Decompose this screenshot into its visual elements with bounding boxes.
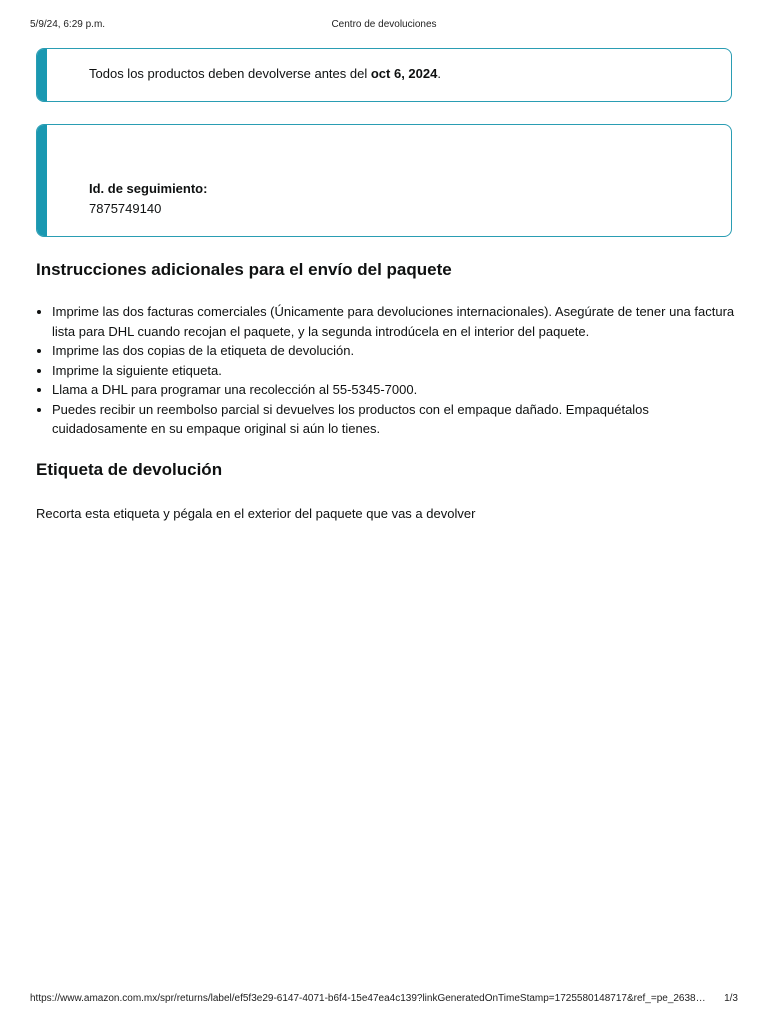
return-deadline-alert xyxy=(36,48,732,102)
page-number: 1/3 xyxy=(724,993,738,1004)
tracking-id-label: Id. de seguimiento: xyxy=(89,181,208,196)
page-url: https://www.amazon.com.mx/spr/returns/label/ef5f3e29-6147-4071-b6f4-15e47ea4c139?linkGeneratedOnTimeStamp=1725580148717&ref_=pe_2638… xyxy=(30,993,706,1004)
list-item: • Puedes recibir un reembolso parcial si devuelves los productos con el empaque dañado. Empaquétalos cuidadosamente en su empaque original si aún lo tienes. xyxy=(52,400,742,439)
tracking-id-value: 7875749140 xyxy=(89,201,162,216)
list-item: • Imprime las dos copias de la etiqueta de devolución. xyxy=(52,341,742,361)
print-title: Centro de devoluciones xyxy=(331,19,437,30)
print-header xyxy=(30,19,738,33)
deadline-date: oct 6, 2024 xyxy=(370,66,438,81)
cut-label-instructions: Recorta esta etiqueta y pégala en el exterior del paquete que vas a devolver xyxy=(36,506,476,521)
alert-accent-stripe xyxy=(37,49,47,101)
deadline-period: . xyxy=(437,66,441,81)
list-item: • Imprime la siguiente etiqueta. xyxy=(52,361,742,381)
tracking-accent-stripe xyxy=(37,125,47,236)
return-label-heading: Etiqueta de devolución xyxy=(36,460,223,479)
instructions-list xyxy=(36,302,742,439)
print-date: 5/9/24, 6:29 p.m. xyxy=(30,19,106,30)
deadline-message xyxy=(89,66,441,81)
print-footer xyxy=(30,993,738,1007)
list-item: • Imprime las dos facturas comerciales (Únicamente para devoluciones internacionales). Asegúrate de tener una factura lista para DHL cuando recojan el paquete, y la segunda introdúcela en el interior del paquete. xyxy=(52,302,742,341)
list-item: • Llama a DHL para programar una recolección al 55-5345-7000. xyxy=(52,380,742,400)
tracking-box xyxy=(36,124,732,237)
deadline-text: Todos los productos deben devolverse antes del xyxy=(89,66,371,81)
instructions-heading: Instrucciones adicionales para el envío del paquete xyxy=(36,260,452,279)
